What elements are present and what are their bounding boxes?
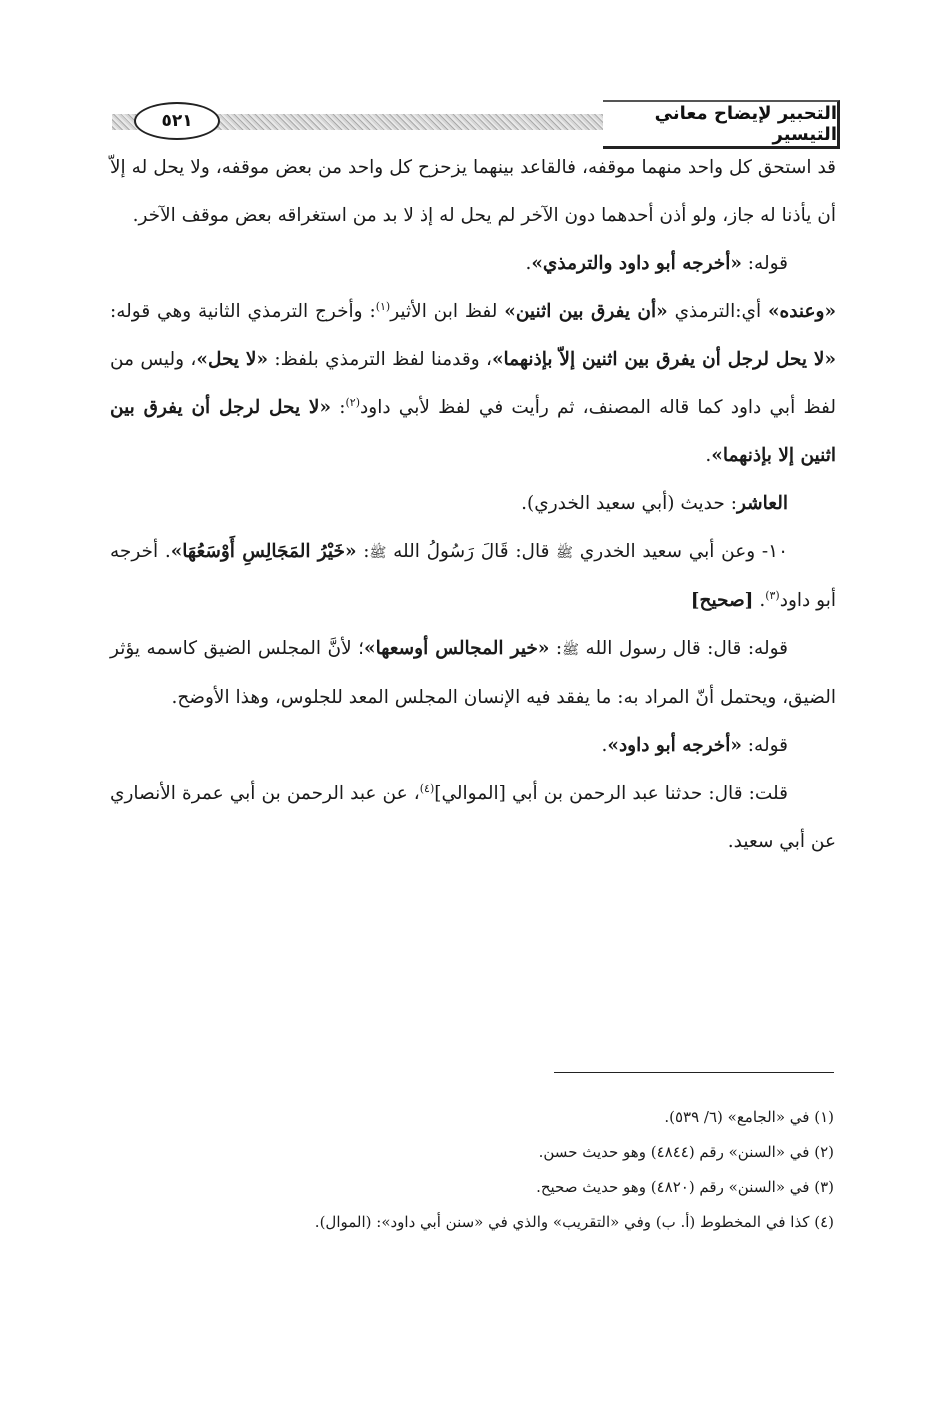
main-text — [110, 144, 836, 866]
p6-d: ؛ لأنَّ المجلس الضيق كاسمه يؤثر الضيق، ويحتمل أنّ المراد به: ما يفقد فيه الإنسان المجلس المعد للجلوس، وهذا الأوضح. — [110, 638, 836, 708]
p3-g: ، وقدمنا لفظ الترمذي بلفظ: — [268, 349, 492, 370]
footnote-ref-3: (٣) — [765, 588, 780, 602]
p6-b: : — [549, 638, 563, 659]
paragraph-2-prefix: قوله: — [741, 253, 788, 274]
paragraph-6 — [110, 625, 836, 722]
book-title: التحبير لإيضاح معاني التيسير — [603, 100, 840, 149]
p7-prefix: قوله: — [741, 735, 788, 756]
honorific-3: ﷺ — [562, 642, 580, 658]
paragraph-8 — [110, 770, 836, 866]
footnote-3: (٣) في «السنن» رقم (٤٨٢٠) وهو حديث صحيح. — [536, 1178, 834, 1196]
footnote-1: (١) في «الجامع» (٦/ ٥٣٩). — [664, 1108, 834, 1126]
p3-h: «لا يحل» — [196, 349, 269, 370]
paragraph-7 — [110, 722, 836, 770]
p6-c: «خير المجالس أوسعها» — [364, 638, 550, 659]
hadith-text: «خَيْرُ المَجَالِسِ أَوْسَعُهَا» — [170, 541, 357, 562]
p5-c: : — [356, 541, 370, 562]
paragraph-2-suffix: . — [525, 253, 532, 274]
p5-f: . — [753, 590, 766, 611]
footnote-ref-2: (٢) — [345, 395, 361, 409]
paragraph-4 — [110, 480, 836, 528]
footnote-ref-1: (١) — [375, 299, 391, 313]
p7-quote: «أخرجه أبو داود» — [607, 735, 742, 756]
page-number: ٥٢١ — [134, 102, 220, 140]
running-header — [112, 100, 840, 148]
footnotes — [108, 1100, 834, 1240]
p3-i: ، وليس من لفظ أبي داود كما قاله المصنف، ثم رأيت في لفظ لأبي داود — [110, 349, 836, 418]
p6-a: قوله: قال: قال رسول الله — [579, 638, 789, 659]
hadith-10 — [110, 528, 836, 625]
p3-e: : وأخرج الترمذي الثانية وهي قوله: — [110, 301, 376, 322]
p3-a: «وعنده» — [767, 301, 837, 322]
p3-b: أي:الترمذي — [667, 301, 768, 322]
p3-f: «لا يحل لرجل أن يفرق بين اثنين إلاّ بإذنهما» — [491, 349, 837, 370]
p3-d: لفظ ابن الأثير — [390, 301, 505, 322]
footnote-4: (٤) كذا في المخطوط (أ. ب) وفي «التقريب» والذي في «سنن أبي داود»: (الموال). — [314, 1213, 834, 1231]
paragraph-2-quote: «أخرجه أبو داود والترمذي» — [531, 253, 742, 274]
paragraph-3 — [110, 288, 836, 480]
paragraph-1: قد استحق كل واحد منهما موقفه، فالقاعد بينهما يزحزح كل واحد من بعض موقفه، ولا يحل له إلاّ أن يأذنا له جاز، ولو أذن أحدهما دون الآخر لم يحل له إذ لا بد من استغراقه بعض موقف الآخر. — [110, 157, 836, 226]
p3-j: : — [331, 397, 346, 418]
p5-b: قال: قَالَ رَسُولُ الله — [386, 541, 557, 562]
p7-suffix: . — [601, 735, 608, 756]
p8-b: ، عن عبد الرحمن بن أبي عمرة الأنصاري عن أبي سعيد. — [110, 783, 836, 852]
p5-a: ١٠- وعن أبي سعيد الخدري — [573, 541, 789, 562]
p4-rest: : حديث (أبي سعيد الخدري). — [521, 493, 737, 514]
footnote-2: (٢) في «السنن» رقم (٤٨٤٤) وهو حديث حسن. — [538, 1143, 834, 1161]
p8-a: قلت: قال: حدثنا عبد الرحمن بن أبي [الموالي] — [434, 783, 788, 804]
p5-e: . أخرجه أبو داود — [110, 541, 836, 611]
grading-label: [صحيح] — [690, 590, 754, 611]
paragraph-2 — [110, 240, 836, 288]
footnote-separator — [554, 1072, 834, 1073]
p3-k: «لا يحل لرجل أن يفرق بين اثنين إلا بإذنهما» — [110, 397, 836, 466]
footnote-ref-4: (٤) — [419, 781, 435, 795]
honorific-1: ﷺ — [556, 545, 574, 561]
honorific-2: ﷺ — [369, 545, 387, 561]
p3-c: «أن يفرق بين اثنين» — [504, 301, 668, 322]
section-heading-tenth: العاشر — [736, 493, 788, 514]
p3-l: . — [705, 445, 712, 466]
